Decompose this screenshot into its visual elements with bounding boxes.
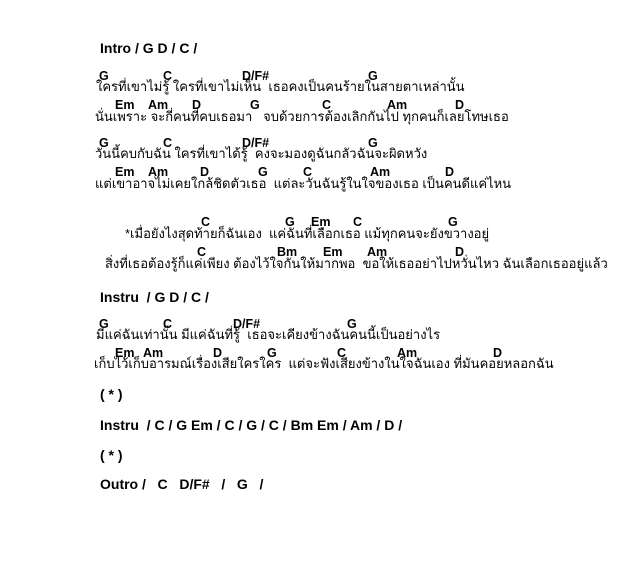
chord-symbol: G <box>99 136 109 150</box>
verse1-lyric-line1: ใครที่เขาไม่รู้ ใครที่เขาไม่เห็น เธอคงเป็นคนร้ายในสายตาเหล่านั้น <box>96 79 465 94</box>
chord-symbol: D/F# <box>242 69 270 83</box>
verse2-lyric-line2: แต่เขาอาจไม่เคยใกล้ชิดตัวเธอ แต่ละวันฉันรู้ในใจของเธอ เป็นคนดีแค่ไหน <box>95 176 512 191</box>
verse1-lyric-line2: นั่นเพราะ จะกี่คนที่คบเธอมา จบด้วยการต้องเลิกกันไป ทุกคนก็เลยโทษเธอ <box>95 109 509 124</box>
chord-symbol: G <box>99 69 109 83</box>
chord-symbol: Am <box>148 98 169 112</box>
verse3-lyric-line1: มีแค่ฉันเท่านั้น มีแค่ฉันที่รู้ เธอจะเคียงข้างฉันคนนี้เป็นอย่างไร <box>96 327 441 342</box>
chord-symbol: Am <box>367 245 388 259</box>
outro-label: Outro / C D/F# / G / <box>100 476 264 492</box>
chord-symbol: Am <box>397 346 418 360</box>
chord-symbol: Am <box>148 165 169 179</box>
chord-symbol: G <box>267 346 277 360</box>
intro-label: Intro / G D / C / <box>100 40 198 56</box>
chord-symbol: D <box>200 165 210 179</box>
chord-symbol: G <box>285 215 295 229</box>
instru1-label: Instru / G D / C / <box>100 289 209 305</box>
chord-symbol: G <box>347 317 357 331</box>
chord-symbol: Em <box>115 98 135 112</box>
chord-symbol: Bm <box>277 245 298 259</box>
chord-symbol: Em <box>323 245 343 259</box>
chord-symbol: D/F# <box>242 136 270 150</box>
chord-symbol: G <box>368 136 378 150</box>
chord-symbol: D <box>192 98 202 112</box>
instru2-label: Instru / C / G Em / C / G / C / Bm Em / Am / D / <box>100 417 403 433</box>
chord-symbol: G <box>448 215 458 229</box>
chord-symbol: C <box>337 346 347 360</box>
chord-symbol: C <box>322 98 332 112</box>
chord-symbol: G <box>258 165 268 179</box>
chord-symbol: Am <box>370 165 391 179</box>
verse3-lyric-line2: เก็บไว้เก็บอารมณ์เรื่องเสียใครใคร แต่จะฟังเสียงข้างในใจฉันเอง ที่มันคอยหลอกฉัน <box>94 356 554 371</box>
chord-symbol: C <box>197 245 207 259</box>
repeat2-label: ( * ) <box>100 447 123 463</box>
chord-symbol: G <box>250 98 260 112</box>
chord-symbol: Am <box>143 346 164 360</box>
chord-symbol: Am <box>387 98 408 112</box>
chord-symbol: D <box>493 346 503 360</box>
chord-symbol: G <box>368 69 378 83</box>
chord-symbol: Em <box>115 165 135 179</box>
chord-symbol: D <box>455 98 465 112</box>
chord-symbol: C <box>201 215 211 229</box>
chord-symbol: C <box>353 215 363 229</box>
chord-symbol: D/F# <box>233 317 261 331</box>
chord-symbol: D <box>213 346 223 360</box>
repeat1-label: ( * ) <box>100 386 123 402</box>
chord-symbol: C <box>303 165 313 179</box>
chord-symbol: D <box>455 245 465 259</box>
chord-symbol: G <box>99 317 109 331</box>
chord-symbol: Em <box>311 215 331 229</box>
chord-symbol: C <box>163 317 173 331</box>
chorus-lyric-line1: *เมื่อยังไงสุดท้ายก็ฉันเอง แค่ฉันที่เลือกเธอ แม้ทุกคนจะยังขวางอยู่ <box>125 226 490 241</box>
chord-symbol: D <box>445 165 455 179</box>
verse2-lyric-line1: วันนี้คบกับฉัน ใครที่เขาได้รู้ คงจะมองดูฉันกลัวฉันจะผิดหวัง <box>95 146 428 161</box>
chorus-lyric-line2: สิ่งที่เธอต้องรู้ก็แค่เพียง ต้องไว้ใจกันให้มากพอ ขอให้เธออย่าไปหวั่นไหว ฉันเลือกเธออยู่แล้ว <box>105 256 608 271</box>
chord-symbol: C <box>163 69 173 83</box>
chord-symbol: Em <box>115 346 135 360</box>
chord-symbol: C <box>163 136 173 150</box>
